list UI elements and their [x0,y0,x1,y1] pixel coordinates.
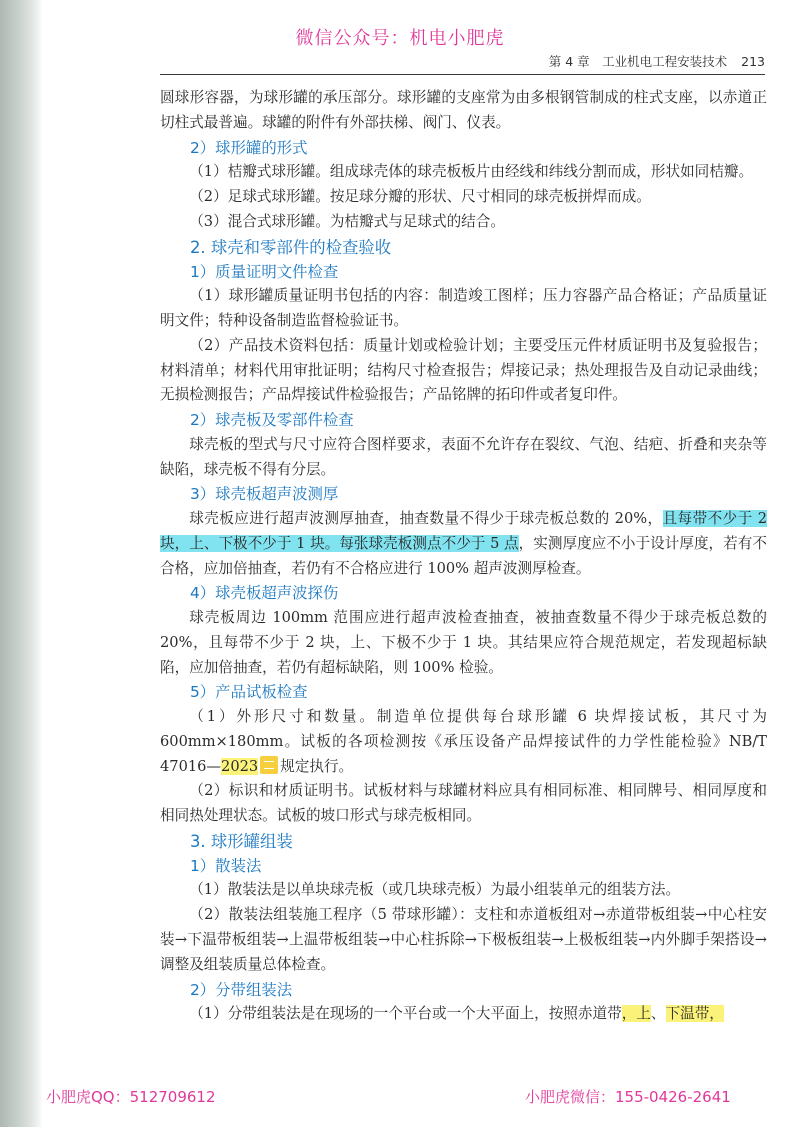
comment-note-icon[interactable] [260,756,278,774]
section-heading: 5）产品试板检查 [190,683,308,702]
paragraph [160,507,767,581]
watermark-top: 微信公众号：机电小肥虎 [295,28,505,49]
section-heading: 2）球形罐的形式 [190,138,308,157]
watermark-bottom-right: 小肥虎微信：155-0426-2641 [525,1088,731,1106]
text-run: ，实测厚度应不小于设计厚度，若有不合格，应加倍抽查，若仍有不合格应进行 100% 超声波测厚检查。 [160,534,767,577]
paragraph: （2）产品技术资料包括：质量计划或检验计划；主要受压元件材质证明书及复验报告；材料清单；材料代用审批证明；结构尺寸检查报告；焊接记录；热处理报告及自动记录曲线；无损检测报告；产品焊接试件检验报告；产品铭牌的拓印件或者复印件。 [160,336,767,404]
paragraph: （1）球形罐质量证明书包括的内容：制造竣工图样；压力容器产品合格证；产品质量证明文件；特种设备制造监督检验证书。 [160,287,767,329]
section-heading-major: 3. 球形罐组装 [190,831,293,851]
header-rule [160,74,765,75]
paragraph: （2）散装法组装施工程序（5 带球形罐）：支柱和赤道板组对→赤道带板组装→中心柱安装→下温带板组装→上温带板组装→中心柱拆除→下极板组装→上极板组装→内外脚手架搭设→调整及组装质量总体检查。 [160,906,767,973]
paragraph: （1）散装法是以单块球壳板（或几块球壳板）为最小组装单元的组装方法。 [189,881,681,899]
paragraph [160,1002,767,1027]
highlighted-text[interactable]: 2023 [221,757,259,775]
paragraph [160,705,767,779]
text-run: （1）分带组装法是在现场的一个平台或一个大平面上，按照赤道带 [189,1005,622,1023]
text-run: 球壳板应进行超声波测厚抽查，抽查数量不得少于球壳板总数的 20%， [189,509,663,527]
text-run: 、 [650,1005,666,1023]
text-run: 规定执行。 [280,757,354,775]
page-number: 213 [741,54,765,69]
paragraph: 球壳板周边 100mm 范围应进行超声波检查抽查，被抽查数量不得少于球壳板总数的 20%，且每带不少于 2 块，上、下极不少于 1 块。其结果应符合规范规定，若发现超标缺陷，应加倍抽查，若仍有超标缺陷，则 100% 检验。 [160,608,767,676]
page-body [160,86,767,1027]
section-heading: 1）质量证明文件检查 [190,262,339,281]
chapter-title: 第 4 章 工业机电工程安装技术 [548,54,728,69]
highlighted-text[interactable]: 下温带， [665,1005,724,1023]
section-heading: 1）散装法 [190,856,262,875]
section-heading: 2）分带组装法 [190,980,293,999]
section-heading: 4）球壳板超声波探伤 [190,584,339,603]
paragraph: 球壳板的型式与尺寸应符合图样要求，表面不允许存在裂纹、气泡、结疤、折叠和夹杂等缺陷，球壳板不得有分层。 [160,435,767,478]
highlighted-text[interactable]: ，上 [621,1005,651,1023]
paragraph: （1）桔瓣式球形罐。组成球壳体的球壳板板片由经线和纬线分割而成，形状如同桔瓣。 [189,163,754,181]
running-head [160,52,765,70]
paragraph: （2）足球式球形罐。按足球分瓣的形状、尺寸相同的球壳板拼焊而成。 [189,187,651,205]
section-heading-major: 2. 球壳和零部件的检查验收 [190,237,392,257]
page-edge-shadow [0,0,42,1127]
highlighted-text[interactable]: 且每带不少于 2 块，上、下极不少于 1 块。每张球壳板测点不少于 5 点 [160,509,767,552]
watermark-bottom-left: 小肥虎QQ：512709612 [46,1088,216,1106]
section-heading: 2）球壳板及零部件检查 [190,411,354,430]
paragraph: （3）混合式球形罐。为桔瓣式与足球式的结合。 [189,212,505,230]
text-run: （1）外形尺寸和数量。制造单位提供每台球形罐 6 块焊接试板，其尺寸为 600mm×180mm。试板的各项检测按《承压设备产品焊接试件的力学性能检验》NB/T 47016— [160,707,767,775]
paragraph: 圆球形容器，为球形罐的承压部分。球形罐的支座常为由多根钢管制成的柱式支座，以赤道正切柱式最普遍。球罐的附件有外部扶梯、阀门、仪表。 [160,89,767,131]
paragraph: （2）标识和材质证明书。试板材料与球罐材料应具有相同标准、相同牌号、相同厚度和相同热处理状态。试板的坡口形式与球壳板相同。 [160,782,767,825]
section-heading: 3）球壳板超声波测厚 [190,485,339,504]
